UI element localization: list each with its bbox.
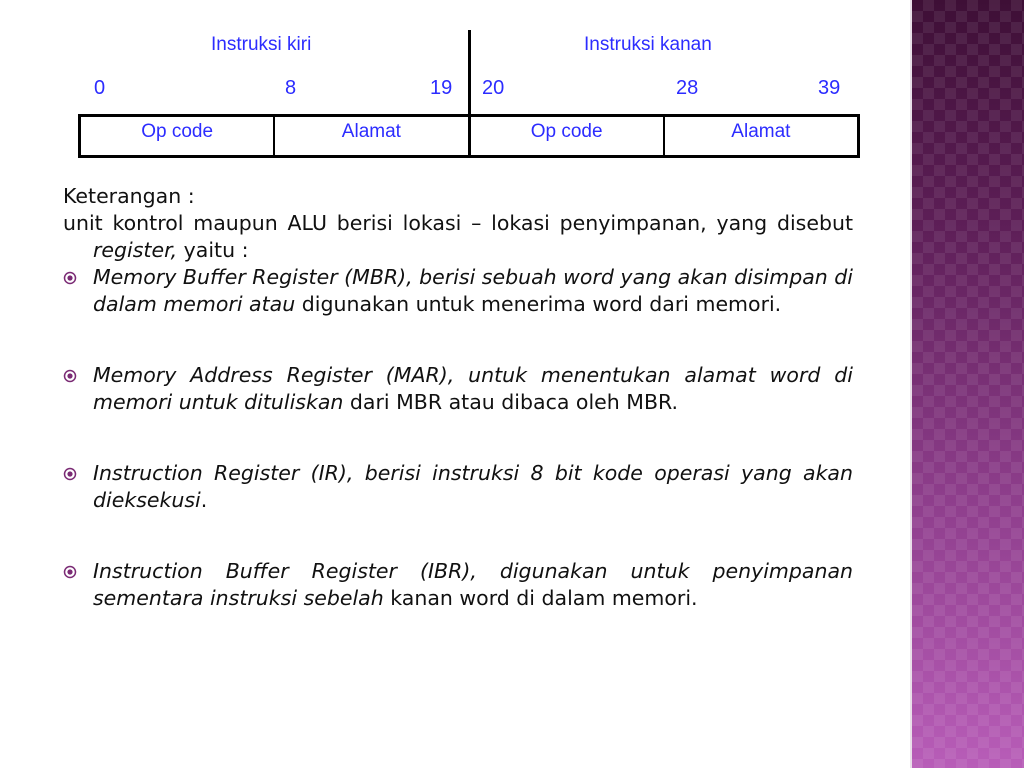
intro-italic: register, bbox=[93, 238, 178, 262]
field-label: Op code bbox=[530, 121, 603, 142]
circled-dot-bullet-icon bbox=[63, 369, 77, 383]
field-label: Alamat bbox=[731, 121, 791, 142]
item-text: dari MBR atau dibaca oleh MBR. bbox=[343, 390, 679, 414]
item-italic-text: Memory Buffer Register (MBR), berisi sebuah word yang akan disimpan di dalam memori atau bbox=[93, 265, 854, 316]
instruction-word-diagram bbox=[78, 30, 862, 162]
slide-body bbox=[63, 183, 853, 612]
list-item-ir bbox=[63, 460, 853, 514]
field-label: Op code bbox=[141, 121, 214, 142]
item-text: kanan word di dalam memori. bbox=[383, 586, 698, 610]
bit-label: 39 bbox=[818, 77, 841, 99]
instruction-fields-row bbox=[78, 114, 860, 158]
bit-label: 20 bbox=[482, 77, 505, 99]
bit-label: 0 bbox=[94, 77, 106, 99]
field-left-opcode bbox=[81, 117, 275, 155]
keterangan-heading: Keterangan : bbox=[63, 184, 195, 208]
register-list bbox=[63, 264, 853, 612]
bit-label: 19 bbox=[430, 77, 453, 99]
item-italic-text: Instruction Buffer Register (IBR), digunakan untuk penyimpanan sementara instruksi sebelah bbox=[93, 559, 853, 610]
circled-dot-bullet-icon bbox=[63, 467, 77, 481]
circled-dot-bullet-icon bbox=[63, 565, 77, 579]
circled-dot-bullet-icon bbox=[63, 271, 77, 285]
list-item-mar bbox=[63, 362, 853, 416]
list-item-ibr bbox=[63, 558, 853, 612]
list-item-mbr bbox=[63, 264, 853, 318]
bit-label: 28 bbox=[676, 77, 699, 99]
decorative-side-panel bbox=[912, 0, 1024, 768]
field-left-address bbox=[275, 117, 470, 155]
intro-text: unit kontrol maupun ALU berisi lokasi – lokasi penyimpanan, yang disebut bbox=[63, 211, 853, 235]
item-italic-text: Memory Address Register (MAR), untuk menentukan alamat word di memori untuk dituliskan bbox=[93, 363, 853, 414]
left-instruction-label: Instruksi kiri bbox=[211, 34, 312, 55]
item-text: digunakan untuk menerima word dari memori. bbox=[295, 292, 782, 316]
instruction-split-line bbox=[468, 30, 471, 118]
field-right-address bbox=[665, 117, 857, 155]
field-label: Alamat bbox=[341, 121, 401, 142]
intro-paragraph bbox=[63, 210, 853, 264]
field-right-opcode bbox=[471, 117, 665, 155]
item-text: . bbox=[200, 488, 208, 512]
intro-text-end: yaitu : bbox=[177, 238, 249, 262]
item-italic-text: Instruction Register (IR), berisi instruksi 8 bit kode operasi yang akan dieksekusi bbox=[93, 461, 853, 512]
right-instruction-label: Instruksi kanan bbox=[584, 34, 712, 55]
bit-label: 8 bbox=[285, 77, 297, 99]
